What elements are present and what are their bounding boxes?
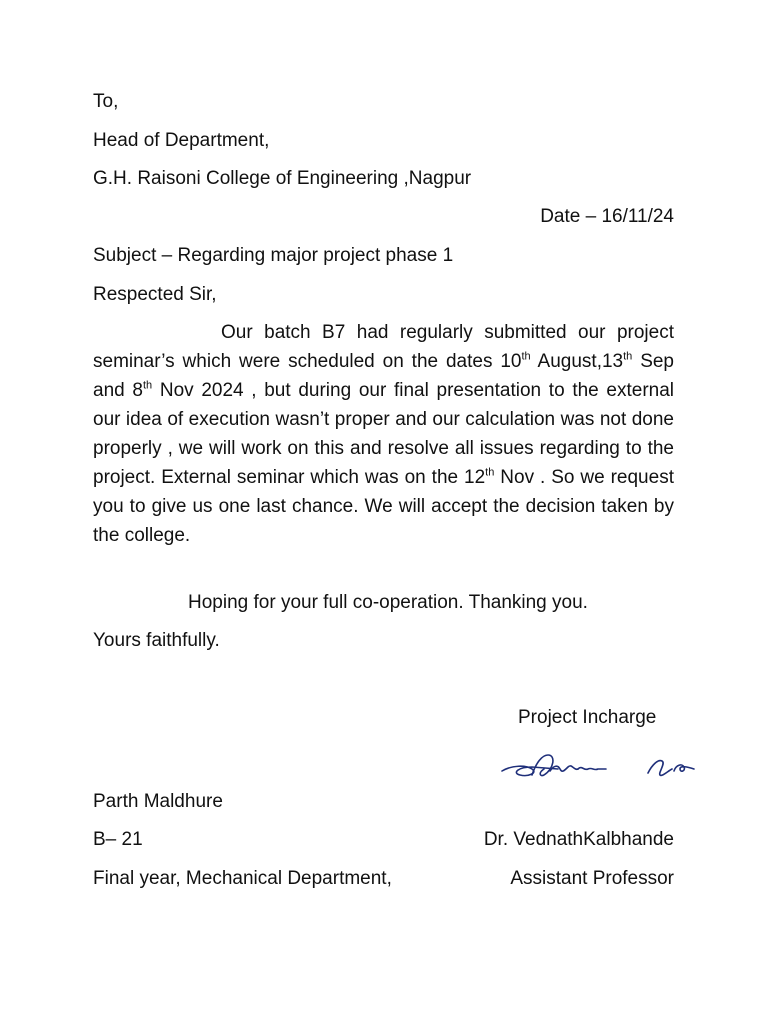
sender-name: Parth Maldhure: [93, 791, 223, 812]
letter-body: Our batch B7 had regularly submitted our project seminar’s which were scheduled on the dates 10th August,13th Sep and 8th Nov 2024 , but during our final presentation to the external our idea of execution wasn’t proper and our calculation was not done properly , we will work on this and resolve all issues regarding to the project. External seminar which was on the 12th Nov . So we request you to give us one last chance. We will accept the decision taken by the college.: [93, 322, 675, 546]
letter-salutation: Respected Sir,: [93, 284, 217, 305]
address-recipient: Head of Department,: [93, 130, 270, 151]
guide-title: Assistant Professor: [510, 868, 674, 889]
address-college: G.H. Raisoni College of Engineering ,Nagpur: [93, 168, 472, 189]
closing-line: Hoping for your full co-operation. Thanking you.: [188, 592, 588, 613]
project-incharge-label: Project Incharge: [518, 707, 657, 728]
letter-date: Date – 16/11/24: [540, 206, 674, 227]
letter-subject: Subject – Regarding major project phase 1: [93, 245, 454, 266]
guide-name: Dr. VednathKalbhande: [483, 829, 674, 850]
sender-roll: B– 21: [93, 829, 143, 850]
sender-department: Final year, Mechanical Department,: [93, 868, 392, 889]
valediction: Yours faithfully.: [93, 630, 220, 651]
handwritten-signature: [498, 745, 698, 785]
address-to: To,: [93, 91, 119, 112]
